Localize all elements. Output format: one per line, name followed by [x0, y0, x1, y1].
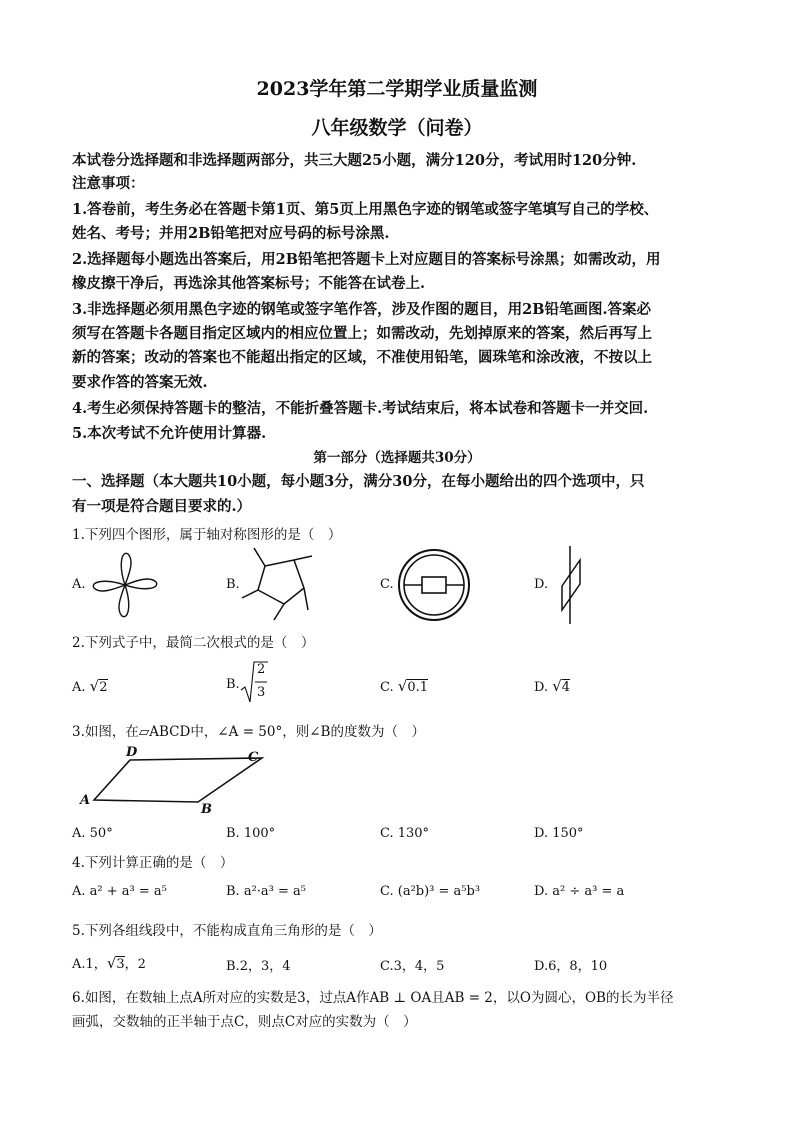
note-line: 3.非选择题必须用黑色字迹的钢笔或签字笔作答，涉及作图的题目，用2B铅笔画图.答案必 — [72, 301, 652, 318]
notes-heading: 注意事项： — [72, 175, 145, 192]
note-line: 2.选择题每小题选出答案后，用2B铅笔把答题卡上对应题目的答案标号涂黑；如需改动，用 — [72, 251, 661, 268]
q5-option-c — [380, 955, 444, 974]
coin-figure — [396, 547, 472, 623]
vertex-label-b: B — [201, 802, 212, 817]
note-line: 5.本次考试不允许使用计算器. — [72, 425, 267, 442]
note-line: 4.考生必须保持答题卡的整洁，不能折叠答题卡.考试结束后，将本试卷和答题卡一并交回. — [72, 400, 649, 417]
q3-stem: 3.如图，在▱ABCD中，∠A = 50°，则∠B的度数为（ ） — [72, 724, 425, 740]
sqrt-sign: √ — [552, 677, 562, 695]
vertex-label-c: C — [248, 750, 259, 765]
q5-label-c: C. — [380, 959, 394, 974]
q4-option-c: C. (a²b)³ = a⁵b³ — [380, 884, 481, 899]
part1-heading: 第一部分（选择题共30分） — [313, 450, 481, 466]
q5-label-b: B. — [226, 959, 240, 974]
sqrt-sign: √ — [89, 677, 100, 695]
q2-label-d: D. — [534, 680, 549, 695]
sqrt-sign: √ — [397, 677, 408, 695]
pinwheel-figure — [86, 550, 164, 620]
q5-option-a — [72, 953, 146, 972]
q5-option-c-text: 3，4，5 — [393, 959, 445, 974]
parallelogram-abcd-diagram — [74, 744, 274, 822]
q2-option-a — [72, 677, 108, 695]
radicand: 2 — [99, 680, 108, 695]
intro-text: 本试卷分选择题和非选择题两部分，共三大题25小题，满分120分，考试用时120分钟. — [72, 152, 637, 169]
q6-stem-line: 6.如图，在数轴上点A所对应的实数是3，过点A作AB ⊥ OA且AB = 2，以O为圆心，OB的长为半径 — [72, 990, 674, 1006]
parallelogram-figure — [548, 546, 598, 626]
fraction-denominator: 3 — [257, 685, 266, 700]
q4-option-a: A. a² + a³ = a⁵ — [72, 884, 167, 899]
q5-option-a-pre: 1， — [85, 957, 107, 972]
pentagon-figure — [240, 546, 318, 624]
q2-label-c: C. — [380, 680, 394, 695]
radicand: 4 — [561, 680, 571, 695]
note-line: 新的答案；改动的答案也不能超出指定的区域，不准使用铅笔，圆珠笔和涂改液，不按以上 — [72, 349, 652, 366]
note-line: 要求作答的答案无效. — [72, 374, 208, 391]
section1-line: 有一项是符合题目要求的.） — [72, 498, 252, 515]
q5-option-d — [534, 955, 607, 974]
q5-option-a-post: ，2 — [124, 957, 146, 972]
q5-option-d-text: 6，8，10 — [548, 959, 608, 974]
q1-label-c: C. — [380, 577, 394, 592]
q3-option-a: A. 50° — [72, 826, 113, 841]
note-line: 须写在答题卡各题目指定区域内的相应位置上；如需改动，先划掉原来的答案，然后再写上 — [72, 325, 652, 342]
radicand: 0.1 — [407, 680, 429, 695]
q3-option-b: B. 100° — [226, 826, 276, 841]
q2-option-c — [380, 677, 428, 695]
q6-stem-line: 画弧，交数轴的正半轴于点C，则点C对应的实数为（ ） — [72, 1014, 417, 1030]
q1-label-d: D. — [534, 577, 549, 592]
q3-option-d: D. 150° — [534, 826, 584, 841]
q5-option-b-text: 2，3，4 — [239, 959, 291, 974]
exam-subtitle: 八年级数学（问卷） — [311, 117, 483, 139]
exam-title: 2023学年第二学期学业质量监测 — [256, 78, 538, 100]
q2-option-d — [534, 677, 570, 695]
vertex-label-a: A — [80, 793, 91, 808]
sqrt-sign: √ — [106, 954, 117, 972]
q1-label-a: A. — [72, 577, 86, 592]
q4-option-d: D. a² ÷ a³ = a — [534, 884, 625, 899]
q4-option-b: B. a²·a³ = a⁵ — [226, 884, 306, 899]
vertex-label-d: D — [126, 745, 138, 760]
sqrt-fraction-radical — [240, 660, 270, 704]
q1-stem: 1.下列四个图形，属于轴对称图形的是（ ） — [72, 527, 342, 543]
q2-stem: 2.下列式子中，最简二次根式的是（ ） — [72, 635, 315, 651]
q4-stem: 4.下列计算正确的是（ ） — [72, 855, 234, 871]
section1-line: 一、选择题（本大题共10小题，每小题3分，满分30分，在每小题给出的四个选项中，只 — [72, 473, 645, 490]
q5-option-b — [226, 955, 291, 974]
note-line: 1.答卷前，考生务必在答题卡第1页、第5页上用黑色字迹的钢笔或签字笔填写自己的学校、 — [72, 201, 659, 218]
q5-stem: 5.下列各组线段中，不能构成直角三角形的是（ ） — [72, 923, 382, 939]
q5-label-d: D. — [534, 959, 549, 974]
q2-label-b: B. — [226, 677, 240, 692]
q2-label-a: A. — [72, 680, 86, 695]
q1-label-b: B. — [226, 577, 240, 592]
note-line: 姓名、考号；并用2B铅笔把对应号码的标号涂黑. — [72, 225, 390, 242]
q5-label-a: A. — [72, 957, 86, 972]
fraction-numerator: 2 — [257, 662, 266, 677]
note-line: 橡皮擦干净后，再选涂其他答案标号；不能答在试卷上. — [72, 275, 426, 292]
radicand: 3 — [116, 957, 125, 972]
q3-option-c: C. 130° — [380, 826, 430, 841]
